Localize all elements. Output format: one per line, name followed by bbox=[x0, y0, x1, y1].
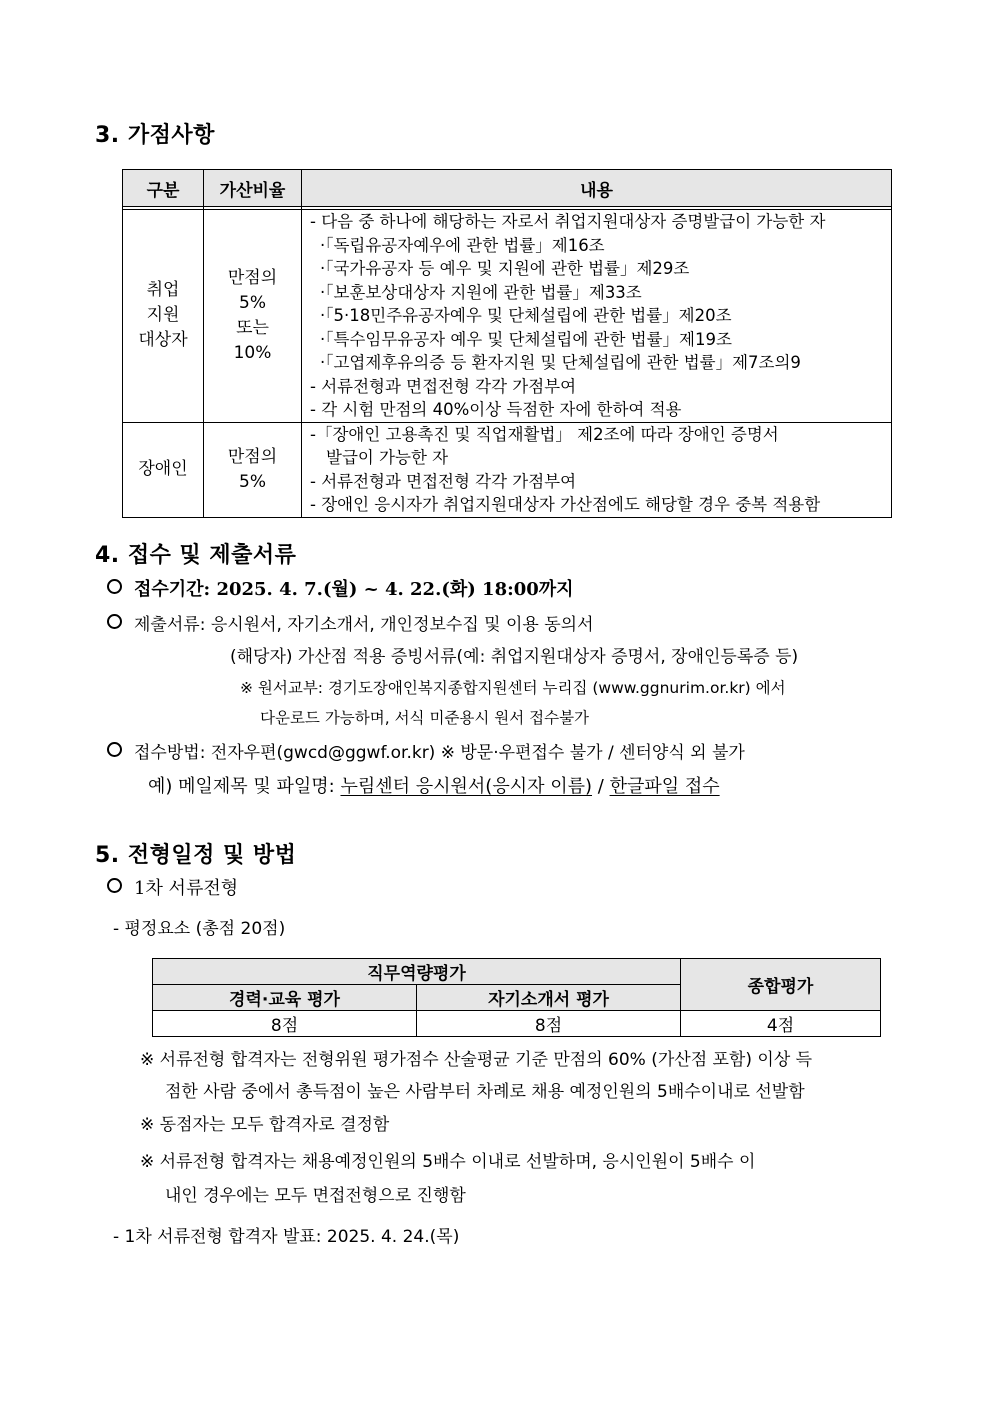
content-line: ·「보훈보상대상자 지원에 관한 법률」제33조 bbox=[320, 282, 642, 302]
cat-line: 취업 bbox=[146, 280, 180, 301]
cat-line: 지원 bbox=[146, 305, 180, 326]
row-disabled bbox=[123, 422, 892, 517]
docs-line bbox=[107, 610, 594, 635]
circle-bullet-icon bbox=[107, 742, 122, 757]
value-intro: 8점 bbox=[417, 1011, 681, 1037]
header-ratio: 가산비율 bbox=[204, 170, 302, 207]
content-line: ·「고엽제후유의증 등 환자지원 및 단체설립에 관한 법률」제7조의9 bbox=[320, 353, 801, 372]
header-job-competency: 직무역량평가 bbox=[153, 959, 681, 985]
note-3a: ※ 서류전형 합격자는 채용예정인원의 5배수 이내로 선발하며, 응시인원이 5배수 이 bbox=[140, 1152, 756, 1172]
value-career: 8점 bbox=[153, 1011, 417, 1037]
note-forms-1: ※ 원서교부: 경기도장애인복지종합지원센터 누리집 (www.ggnurim.or.kr) 에서 bbox=[240, 679, 786, 697]
cat-line: 대상자 bbox=[138, 330, 188, 351]
content-line: - 장애인 응시자가 취업지원대상자 가산점에도 해당할 경우 중복 적용함 bbox=[310, 495, 821, 514]
circle-bullet-icon bbox=[107, 579, 122, 594]
example-subject: 누림센터 응시원서(응시자 이름) bbox=[340, 776, 593, 797]
content-line: ·「국가유공자 등 예우 및 지원에 관한 법률」제29조 bbox=[320, 259, 690, 278]
section-4-title: 4. 접수 및 제출서류 bbox=[95, 543, 297, 568]
row-veterans bbox=[123, 210, 892, 423]
docs-text: 제출서류: 응시원서, 자기소개서, 개인정보수집 및 이용 동의서 bbox=[134, 615, 594, 635]
ratio-line: 만점의 bbox=[227, 267, 278, 288]
bonus-points-table bbox=[122, 169, 892, 518]
ratio-line: 또는 bbox=[236, 317, 269, 338]
header-career: 경력·교육 평가 bbox=[153, 985, 417, 1011]
content-line: - 서류전형과 면접전형 각각 가점부여 bbox=[310, 471, 577, 491]
content-line: ·「특수임무유공자 예우 및 단체설립에 관한 법률」제19조 bbox=[320, 329, 732, 349]
content-line: - 서류전형과 면접전형 각각 가점부여 bbox=[310, 376, 577, 396]
note-forms-2: 다운로드 가능하며, 서식 미준용시 원서 접수불가 bbox=[260, 709, 590, 727]
docs-line-2: (해당자) 가산점 적용 증빙서류(예: 취업지원대상자 증명서, 장애인등록증 등) bbox=[230, 647, 799, 667]
ratio-line: 5% bbox=[239, 292, 266, 313]
section-5-title: 5. 전형일정 및 방법 bbox=[95, 843, 297, 868]
period-text: 접수기간: 2025. 4. 7.(월) ~ 4. 22.(화) 18:00까지 bbox=[134, 579, 574, 600]
ratio-line: 5% bbox=[239, 471, 266, 492]
step1-line bbox=[107, 874, 238, 900]
content-line: -「장애인 고용촉진 및 직업재활법」 제2조에 따라 장애인 증명서 bbox=[310, 424, 779, 444]
note-1a: ※ 서류전형 합격자는 전형위원 평가점수 산술평균 기준 만점의 60% (가산점 포함) 이상 득 bbox=[140, 1050, 813, 1070]
note-2: ※ 동점자는 모두 합격자로 결정함 bbox=[140, 1115, 390, 1135]
value-overall: 4점 bbox=[681, 1011, 881, 1037]
content-line: - 각 시험 만점의 40%이상 득점한 자에 한하여 적용 bbox=[310, 400, 682, 419]
example-separator: / bbox=[597, 776, 604, 797]
header-intro: 자기소개서 평가 bbox=[417, 985, 681, 1011]
example-file: 한글파일 접수 bbox=[609, 776, 720, 797]
section-3-title: 3. 가점사항 bbox=[95, 123, 215, 148]
method-line bbox=[107, 738, 745, 763]
header-overall: 종합평가 bbox=[681, 959, 881, 1011]
content-line: ·「독립유공자예우에 관한 법률」제16조 bbox=[320, 235, 605, 255]
content-line: ·「5·18민주유공자예우 및 단체설립에 관한 법률」제20조 bbox=[320, 306, 732, 325]
header-content: 내용 bbox=[302, 170, 892, 207]
note-1b: 점한 사람 중에서 총득점이 높은 사람부터 차례로 채용 예정인원의 5배수이내로 선발함 bbox=[165, 1082, 805, 1102]
evaluation-table bbox=[152, 958, 881, 1037]
circle-bullet-icon bbox=[107, 878, 122, 893]
example-prefix: 예) 메일제목 및 파일명: bbox=[148, 776, 335, 797]
announce-line: - 1차 서류전형 합격자 발표: 2025. 4. 24.(목) bbox=[113, 1227, 460, 1247]
circle-bullet-icon bbox=[107, 614, 122, 629]
content-line: - 다음 중 하나에 해당하는 자로서 취업지원대상자 증명발급이 가능한 자 bbox=[310, 212, 826, 231]
period-line bbox=[107, 575, 574, 601]
header-category: 구분 bbox=[123, 170, 204, 207]
step1-text: 1차 서류전형 bbox=[134, 878, 239, 899]
content-line: 발급이 가능한 자 bbox=[326, 448, 449, 467]
note-3b: 내인 경우에는 모두 면접전형으로 진행함 bbox=[165, 1186, 466, 1206]
cat-disabled: 장애인 bbox=[123, 422, 204, 517]
example-line bbox=[148, 772, 720, 798]
ratio-line: 10% bbox=[233, 342, 272, 363]
ratio-line: 만점의 bbox=[227, 446, 278, 467]
method-text: 접수방법: 전자우편(gwcd@ggwf.or.kr) ※ 방문·우편접수 불가 / 센터양식 외 불가 bbox=[134, 743, 745, 763]
criteria-line: - 평정요소 (총점 20점) bbox=[113, 919, 286, 939]
